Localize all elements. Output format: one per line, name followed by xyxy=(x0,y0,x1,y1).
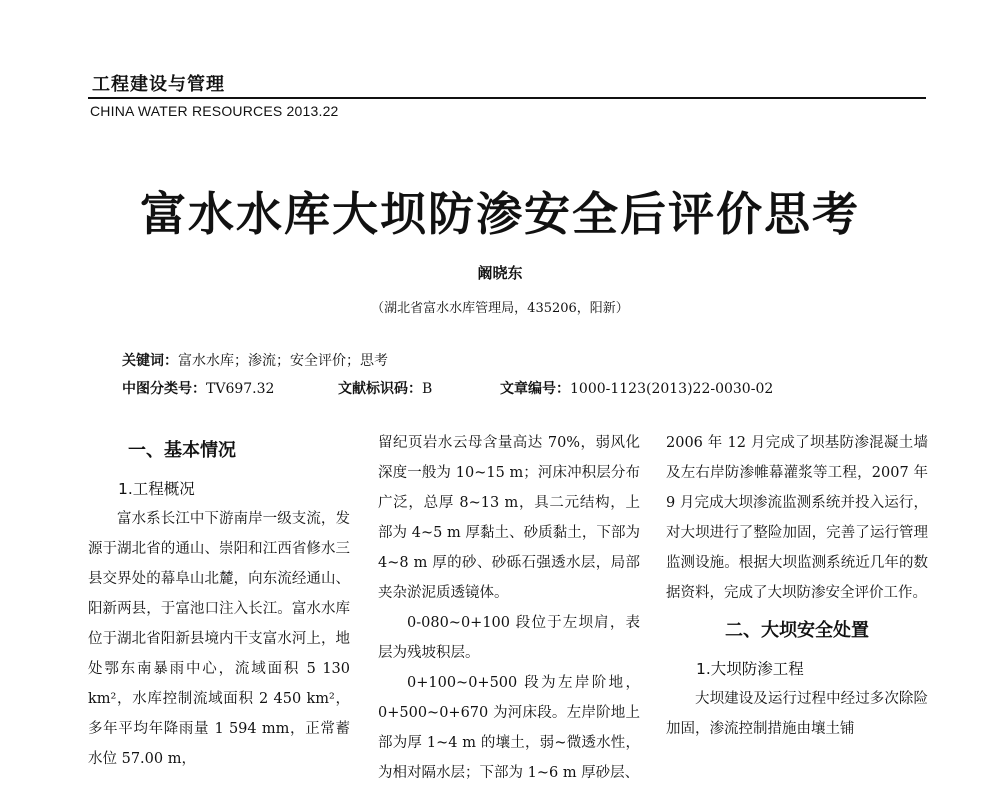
column-2 xyxy=(378,428,640,788)
affiliation: （湖北省富水水库管理局，435206，阳新） xyxy=(371,301,629,316)
article-title: 富水水库大坝防渗安全后评价思考 xyxy=(140,187,860,241)
author: 阚晓东 xyxy=(477,264,523,282)
journal-header-en: CHINA WATER RESOURCES 2013.22 xyxy=(90,103,339,119)
keywords-line xyxy=(122,350,388,370)
subsection-heading-1-1: 1.工程概况 xyxy=(118,480,195,498)
subsection-heading-2-1: 1.大坝防渗工程 xyxy=(696,660,804,678)
body-paragraph: 0-080~0+100 段位于左坝肩，表层为残坡积层。 xyxy=(378,615,640,661)
body-paragraph: 富水系长江中下游南岸一级支流，发源于湖北省的通山、崇阳和江西省修水三县交界处的幕阜山北麓，向东流经通山、阳新两县，于富池口注入长江。富水水库位于湖北省阳新县境内干支富水河上，地处鄂东南暴雨中心，流域面积 5 130 km²，水库控制流域面积 2 450 km²，多年平均年降雨量 1 594 mm，正常蓄水位 57.00 m， xyxy=(88,511,350,767)
keywords-value: 富水水库；渗流；安全评价；思考 xyxy=(178,353,388,369)
clc-line xyxy=(122,378,274,398)
body-paragraph: 大坝建设及运行过程中经过多次除险加固，渗流控制措施由壤土铺 xyxy=(666,691,928,737)
header-rule xyxy=(88,97,926,99)
doc-code-line xyxy=(338,378,432,398)
clc-value: TV697.32 xyxy=(206,381,275,397)
article-no-value: 1000-1123(2013)22-0030-02 xyxy=(570,381,774,397)
body-paragraph: 2006 年 12 月完成了坝基防渗混凝土墙及左右岸防渗帷幕灌浆等工程，2007 年 9 月完成大坝渗流监测系统并投入运行，对大坝进行了整险加固，完善了运行管理监测设施。根据大坝监测系统近几年的数据资料，完成了大坝防渗安全评价工作。 xyxy=(666,435,928,601)
section-heading-1: 一、基本情况 xyxy=(128,440,236,461)
keywords-label: 关键词： xyxy=(122,353,178,369)
doc-code-label: 文献标识码： xyxy=(338,381,422,397)
body-paragraph: 0+100~0+500 段为左岸阶地，0+500~0+670 为河床段。左岸阶地上部为厚 1~4 m 的壤土，弱~微透水性，为相对隔水层；下部为 1~6 m 厚砂层、 xyxy=(378,675,640,781)
clc-label: 中图分类号： xyxy=(122,381,206,397)
column-1 xyxy=(88,428,350,774)
article-no-line xyxy=(500,378,773,398)
column-3 xyxy=(666,428,928,744)
section-heading-2: 二、大坝安全处置 xyxy=(725,620,869,641)
journal-header-cn: 工程建设与管理 xyxy=(92,74,225,95)
doc-code-value: B xyxy=(422,381,433,397)
body-paragraph: 留纪页岩水云母含量高达 70%，弱风化深度一般为 10~15 m；河床冲积层分布广泛，总厚 8~13 m，具二元结构，上部为 4~5 m 厚黏土、砂质黏土，下部为 4~8 m 厚的砂、砂砾石强透水层，局部夹杂淤泥质透镜体。 xyxy=(378,435,640,601)
article-no-label: 文章编号： xyxy=(500,381,570,397)
